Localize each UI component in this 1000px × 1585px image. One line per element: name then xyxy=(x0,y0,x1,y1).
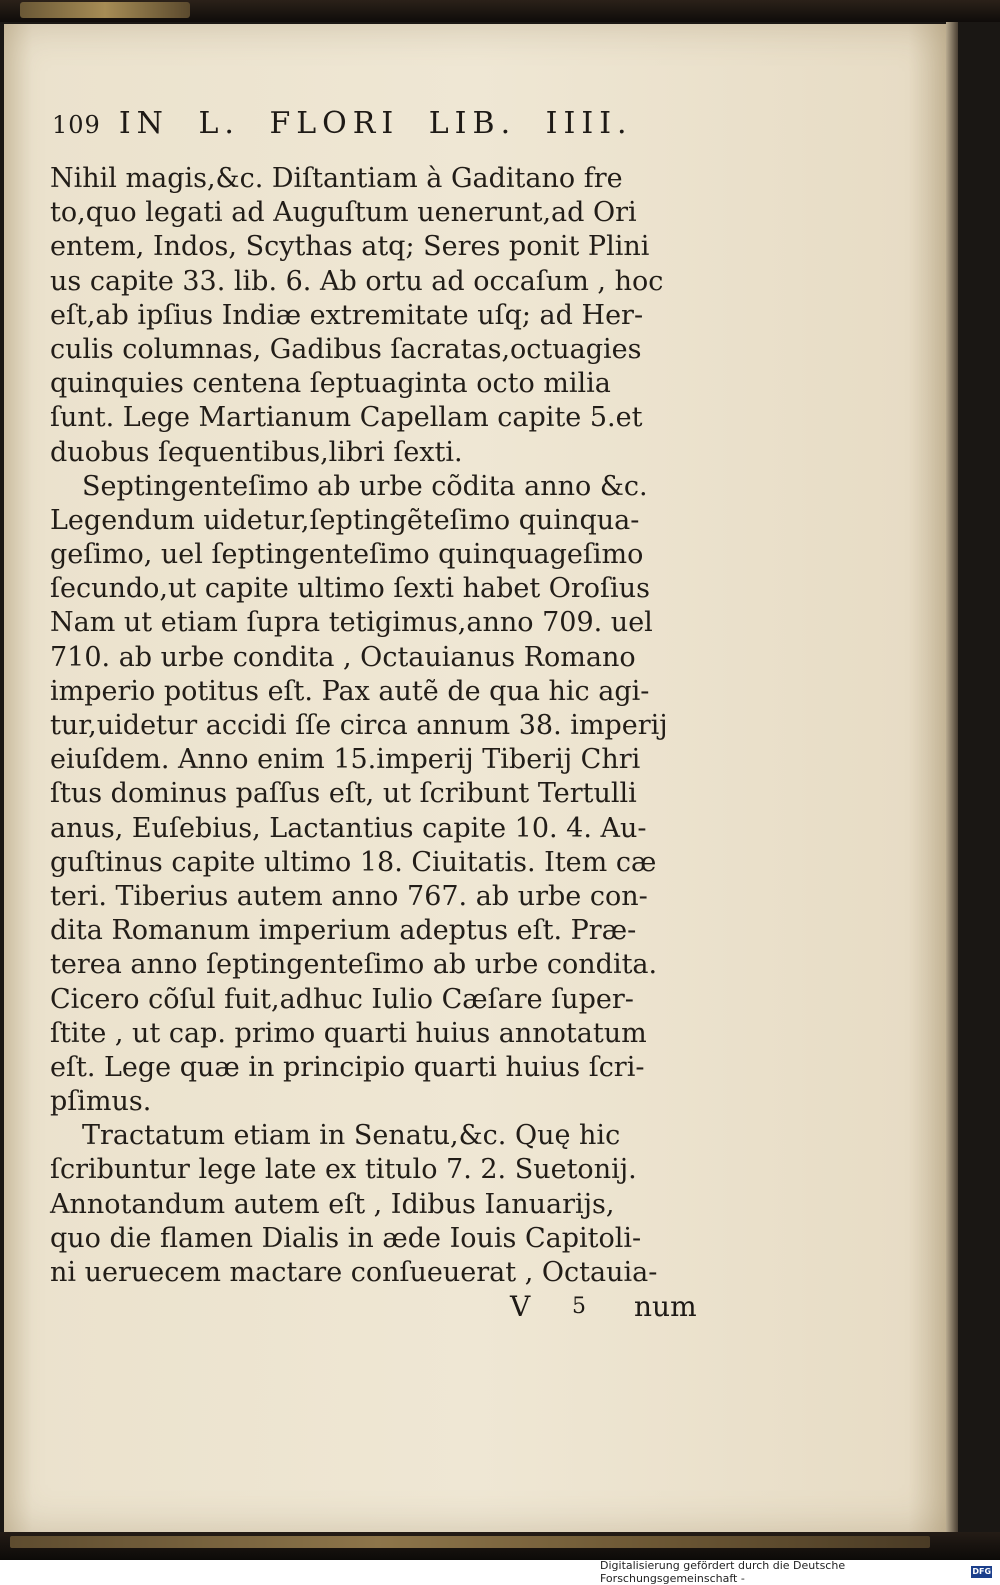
digitization-credit xyxy=(600,1559,992,1585)
text-line: geſimo, uel ſeptingenteſimo quinquageſimo xyxy=(50,539,644,571)
text-line: tur,uidetur accidi ſſe circa annum 38. imperij xyxy=(50,710,668,741)
running-title: IN L. FLORI LIB. IIII. xyxy=(118,106,633,141)
body-text xyxy=(50,162,710,1290)
text-line: Septingenteſimo ab urbe cõdita anno &c. xyxy=(82,470,648,502)
catchword: num xyxy=(634,1290,697,1323)
signature-number: 5 xyxy=(572,1294,586,1319)
text-line: entem, Indos, Scythas atq; Seres ponit Plini xyxy=(50,231,650,263)
page-number: 109 xyxy=(52,111,101,139)
book-binding-top xyxy=(0,0,1000,22)
text-line: eiuſdem. Anno enim 15.imperij Tiberij Chri xyxy=(50,744,641,776)
text-line: to,quo legati ad Auguſtum uenerunt,ad Ori xyxy=(50,197,637,229)
text-line: dita Romanum imperium adeptus eſt. Præ- xyxy=(50,915,637,947)
text-line: Nihil magis,&c. Diſtantiam à Gaditano fre xyxy=(50,163,623,194)
text-line: Cicero cõſul fuit,adhuc Iulio Cæſare ſuper- xyxy=(50,983,634,1015)
text-line: duobus ſequentibus,libri ſexti. xyxy=(50,436,463,468)
text-line: ni ueruecem mactare conſueuerat , Octauia- xyxy=(50,1257,658,1288)
text-line: ſtus dominus paſſus eſt, ut ſcribunt Tertulli xyxy=(50,778,637,810)
dfg-logo: DFG xyxy=(972,1567,992,1576)
text-line: culis columnas, Gadibus ſacratas,octuagies xyxy=(50,333,642,365)
text-line: terea anno ſeptingenteſimo ab urbe condita. xyxy=(50,949,658,981)
text-line: teri. Tiberius autem anno 767. ab urbe con- xyxy=(50,880,648,912)
text-line: ſcribuntur lege late ex titulo 7. 2. Suetonij. xyxy=(50,1154,637,1186)
text-line: quo die flamen Dialis in æde Iouis Capitoli- xyxy=(50,1222,642,1254)
text-line: pſimus. xyxy=(50,1086,152,1118)
text-line: eſt,ab ipſius Indiæ extremitate uſq; ad Her- xyxy=(50,299,644,331)
text-line: ſunt. Lege Martianum Capellam capite 5.et xyxy=(50,402,643,434)
signature-mark: V xyxy=(510,1290,531,1323)
running-header xyxy=(52,106,702,146)
text-line: anus, Euſebius, Lactantius capite 10. 4. Au- xyxy=(50,812,647,844)
binding-strip xyxy=(20,2,190,18)
text-line: quinquies centena ſeptuaginta octo milia xyxy=(50,368,611,400)
text-line: us capite 33. lib. 6. Ab ortu ad occaſum , hoc xyxy=(50,265,664,297)
text-line: Tractatum etiam in Senatu,&c. Quę hic xyxy=(82,1120,621,1152)
book-binding-bottom xyxy=(0,1532,1000,1560)
text-line: ſecundo,ut capite ultimo ſexti habet Oroſius xyxy=(50,573,650,605)
text-line: Legendum uidetur,ſeptingẽteſimo quinqua- xyxy=(50,504,640,536)
text-line: ſtite , ut cap. primo quarti huius annotatum xyxy=(50,1017,647,1049)
page-edge-right xyxy=(946,22,958,1534)
binding-strip xyxy=(10,1536,930,1548)
text-line: Nam ut etiam ſupra tetigimus,anno 709. uel xyxy=(50,607,653,639)
text-line: Annotandum autem eſt , Idibus Ianuarijs, xyxy=(50,1188,615,1220)
text-line: imperio potitus eſt. Pax autẽ de qua hic agi- xyxy=(50,675,650,707)
credit-text: Digitalisierung gefördert durch die Deutsche Forschungsgemeinschaft - xyxy=(600,1559,846,1585)
text-line: eſt. Lege quæ in principio quarti huius ſcri- xyxy=(50,1051,645,1083)
page-footer xyxy=(470,1290,710,1330)
text-line: guſtinus capite ultimo 18. Ciuitatis. Item cæ xyxy=(50,846,657,878)
text-line: 710. ab urbe condita , Octauianus Romano xyxy=(50,641,636,673)
